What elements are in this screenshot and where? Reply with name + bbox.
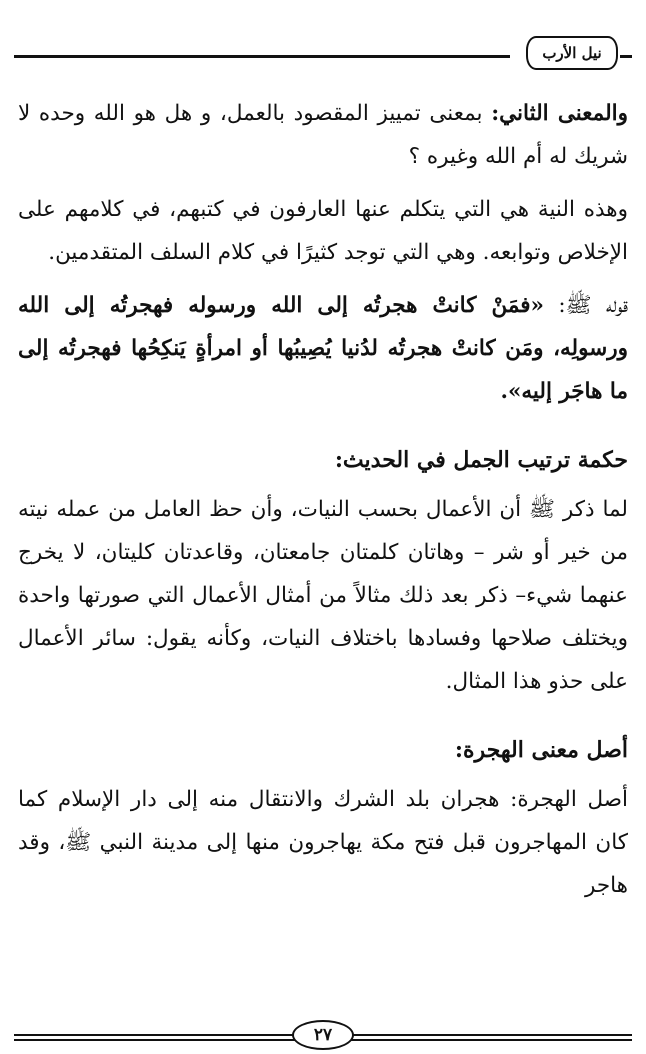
page-header — [14, 32, 632, 72]
paragraph-text: بمعنى تمييز المقصود بالعمل، و هل هو الله وحده لا شريك له أم الله وغيره ؟ — [18, 101, 628, 169]
running-title: نيل الأرب — [526, 36, 618, 70]
paragraph-text: قوله ﷺ: — [543, 293, 628, 318]
hadith-quote: «فمَنْ كانتْ هجرتُه إلى الله ورسوله فهجرتُه إلى الله ورسولِه، ومَن كانتْ هجرتُه لدُنيا يُصِيبُها أو امرأةٍ يَنكِحُها فهجرتُه إلى ما هاجَر إليه». — [18, 293, 628, 404]
section-paragraph: أصل الهجرة: هجران بلد الشرك والانتقال منه إلى دار الإسلام كما كان المهاجرون قبل فتح مكة يهاجرون منها إلى مدينة النبي ﷺ، وقد هاجر — [18, 787, 628, 898]
paragraph-lead: والمعنى الثاني: — [491, 101, 628, 126]
section-heading: حكمة ترتيب الجمل في الحديث: — [334, 447, 628, 473]
header-rule — [14, 55, 510, 58]
paragraph-intention — [18, 188, 628, 274]
page-footer — [14, 1020, 632, 1054]
section-paragraph: لما ذكر ﷺ أن الأعمال بحسب النيات، وأن حظ العامل من عمله نيته من خير أو شر – وهاتان كلمتان جامعتان، وقاعدتان كليتان، لا يخرج عنهما شيء– ذكر بعد ذلك مثالاً من أمثال الأعمال التي صورتها واحدة ويختلف صلاحها وفسادها باختلاف النيات، وكأنه يقول: سائر الأعمال على حذو هذا المثال. — [18, 497, 628, 694]
header-rule-end — [620, 55, 632, 58]
section-heading: أصل معنى الهجرة: — [454, 737, 628, 763]
paragraph-second-meaning — [18, 92, 628, 178]
page-number: ٢٧ — [292, 1020, 354, 1050]
page-body — [18, 92, 628, 907]
paragraph-hadith — [18, 284, 628, 413]
paragraph-text: وهذه النية هي التي يتكلم عنها العارفون في كتبهم، في كلامهم على الإخلاص وتوابعه. وهي التي توجد كثيرًا في كلام السلف المتقدمين. — [18, 197, 628, 265]
